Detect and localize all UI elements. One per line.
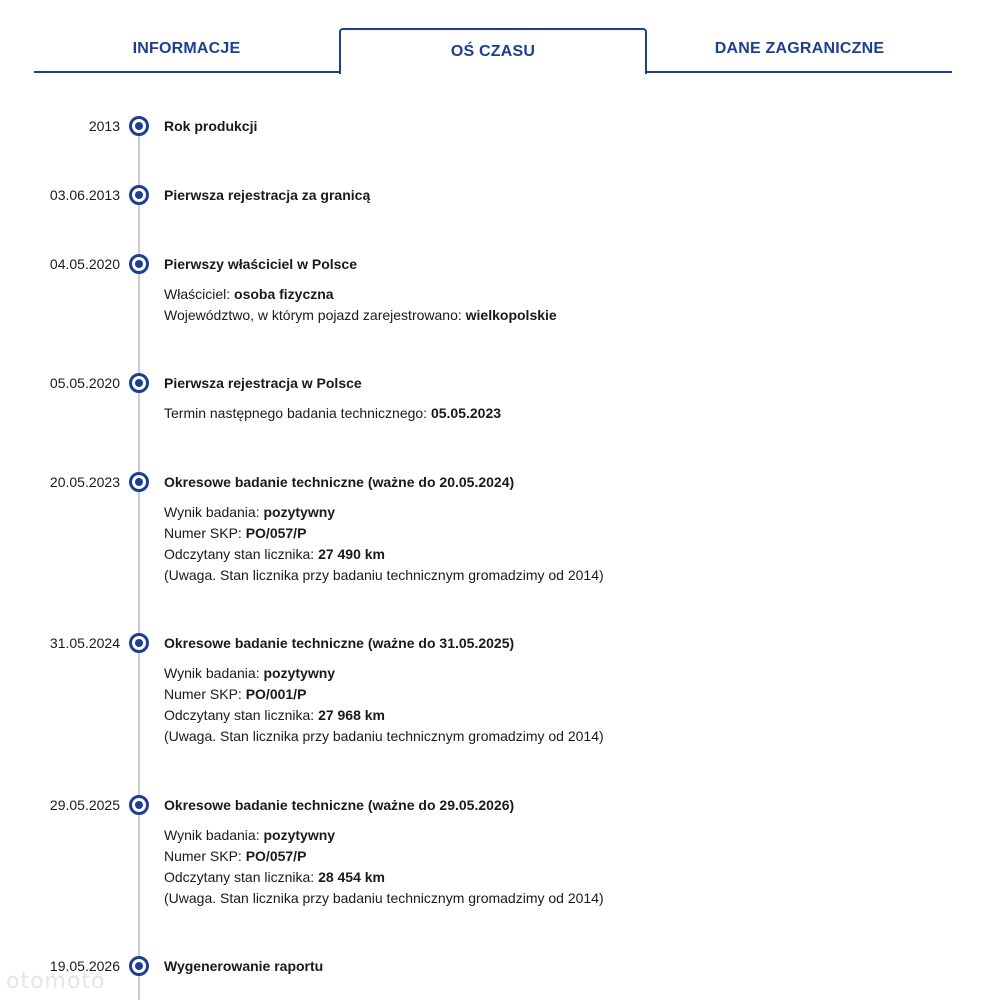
- next-inspection-label: Termin następnego badania technicznego:: [164, 405, 428, 421]
- timeline-dot-icon: [129, 633, 149, 653]
- entry-date: 03.06.2013: [49, 187, 120, 203]
- odometer-value: 27 968 km: [318, 707, 386, 723]
- odometer-label: Odczytany stan licznika:: [164, 869, 315, 885]
- odometer-label: Odczytany stan licznika:: [164, 546, 315, 562]
- entry-date: 19.05.2026: [49, 958, 120, 974]
- watermark-logo: otomoto: [6, 969, 106, 994]
- odometer-value: 28 454 km: [318, 869, 386, 885]
- timeline-dot-icon: [129, 185, 149, 205]
- tab-bar: [34, 28, 952, 74]
- skp-value: PO/057/P: [245, 848, 307, 864]
- timeline-dot-icon: [129, 373, 149, 393]
- tab-informacje[interactable]: INFORMACJE: [132, 40, 241, 57]
- entry-title: Okresowe badanie techniczne (ważne do 20.05.2024): [164, 474, 515, 490]
- skp-label: Numer SKP:: [164, 686, 242, 702]
- region-line: [164, 305, 557, 326]
- result-label: Wynik badania:: [164, 665, 260, 681]
- result-line: [164, 502, 604, 523]
- odometer-line: [164, 544, 604, 565]
- entry-title: Pierwsza rejestracja za granicą: [164, 187, 371, 203]
- owner-label: Właściciel:: [164, 286, 231, 302]
- skp-line: [164, 846, 604, 867]
- skp-value: PO/057/P: [245, 525, 307, 541]
- owner-value: osoba fizyczna: [234, 286, 334, 302]
- entry-date: 31.05.2024: [49, 635, 120, 651]
- result-line: [164, 663, 604, 684]
- odometer-line: [164, 867, 604, 888]
- next-inspection-value: 05.05.2023: [430, 405, 502, 421]
- entry-details: [164, 403, 501, 424]
- entry-title: Wygenerowanie raportu: [164, 958, 324, 974]
- timeline-dot-icon: [129, 254, 149, 274]
- entry-date: 29.05.2025: [49, 797, 120, 813]
- skp-line: [164, 684, 604, 705]
- timeline-dot-icon: [129, 956, 149, 976]
- entry-title: Rok produkcji: [164, 118, 258, 134]
- entry-title: Pierwsza rejestracja w Polsce: [164, 375, 362, 391]
- entry-details: [164, 663, 604, 747]
- skp-value: PO/001/P: [245, 686, 307, 702]
- tab-dane-zagraniczne[interactable]: DANE ZAGRANICZNE: [714, 40, 885, 57]
- entry-details: [164, 284, 557, 326]
- entry-title: Okresowe badanie techniczne (ważne do 29.05.2026): [164, 797, 515, 813]
- skp-line: [164, 523, 604, 544]
- region-value: wielkopolskie: [465, 307, 557, 323]
- timeline-dot-icon: [129, 795, 149, 815]
- odometer-value: 27 490 km: [318, 546, 386, 562]
- result-label: Wynik badania:: [164, 504, 260, 520]
- entry-title: Pierwszy właściciel w Polsce: [164, 256, 357, 272]
- result-label: Wynik badania:: [164, 827, 260, 843]
- entry-date: 05.05.2020: [49, 375, 120, 391]
- owner-line: [164, 284, 557, 305]
- result-value: pozytywny: [263, 827, 336, 843]
- entry-date: 20.05.2023: [49, 474, 120, 490]
- result-line: [164, 825, 604, 846]
- odometer-line: [164, 705, 604, 726]
- entry-date: 2013: [88, 118, 120, 134]
- entry-details: [164, 825, 604, 909]
- odometer-label: Odczytany stan licznika:: [164, 707, 315, 723]
- entry-title: Okresowe badanie techniczne (ważne do 31.05.2025): [164, 635, 515, 651]
- entry-date: 04.05.2020: [49, 256, 120, 272]
- timeline-dot-icon: [129, 116, 149, 136]
- odometer-note: (Uwaga. Stan licznika przy badaniu technicznym gromadzimy od 2014): [164, 567, 604, 583]
- odometer-note: (Uwaga. Stan licznika przy badaniu technicznym gromadzimy od 2014): [164, 890, 604, 906]
- result-value: pozytywny: [263, 504, 336, 520]
- skp-label: Numer SKP:: [164, 525, 242, 541]
- next-inspection-line: [164, 403, 501, 424]
- odometer-note: (Uwaga. Stan licznika przy badaniu technicznym gromadzimy od 2014): [164, 728, 604, 744]
- result-value: pozytywny: [263, 665, 336, 681]
- tab-os-czasu[interactable]: OŚ CZASU: [339, 28, 647, 74]
- region-label: Województwo, w którym pojazd zarejestrowano:: [164, 307, 462, 323]
- timeline-dot-icon: [129, 472, 149, 492]
- entry-details: [164, 502, 604, 586]
- skp-label: Numer SKP:: [164, 848, 242, 864]
